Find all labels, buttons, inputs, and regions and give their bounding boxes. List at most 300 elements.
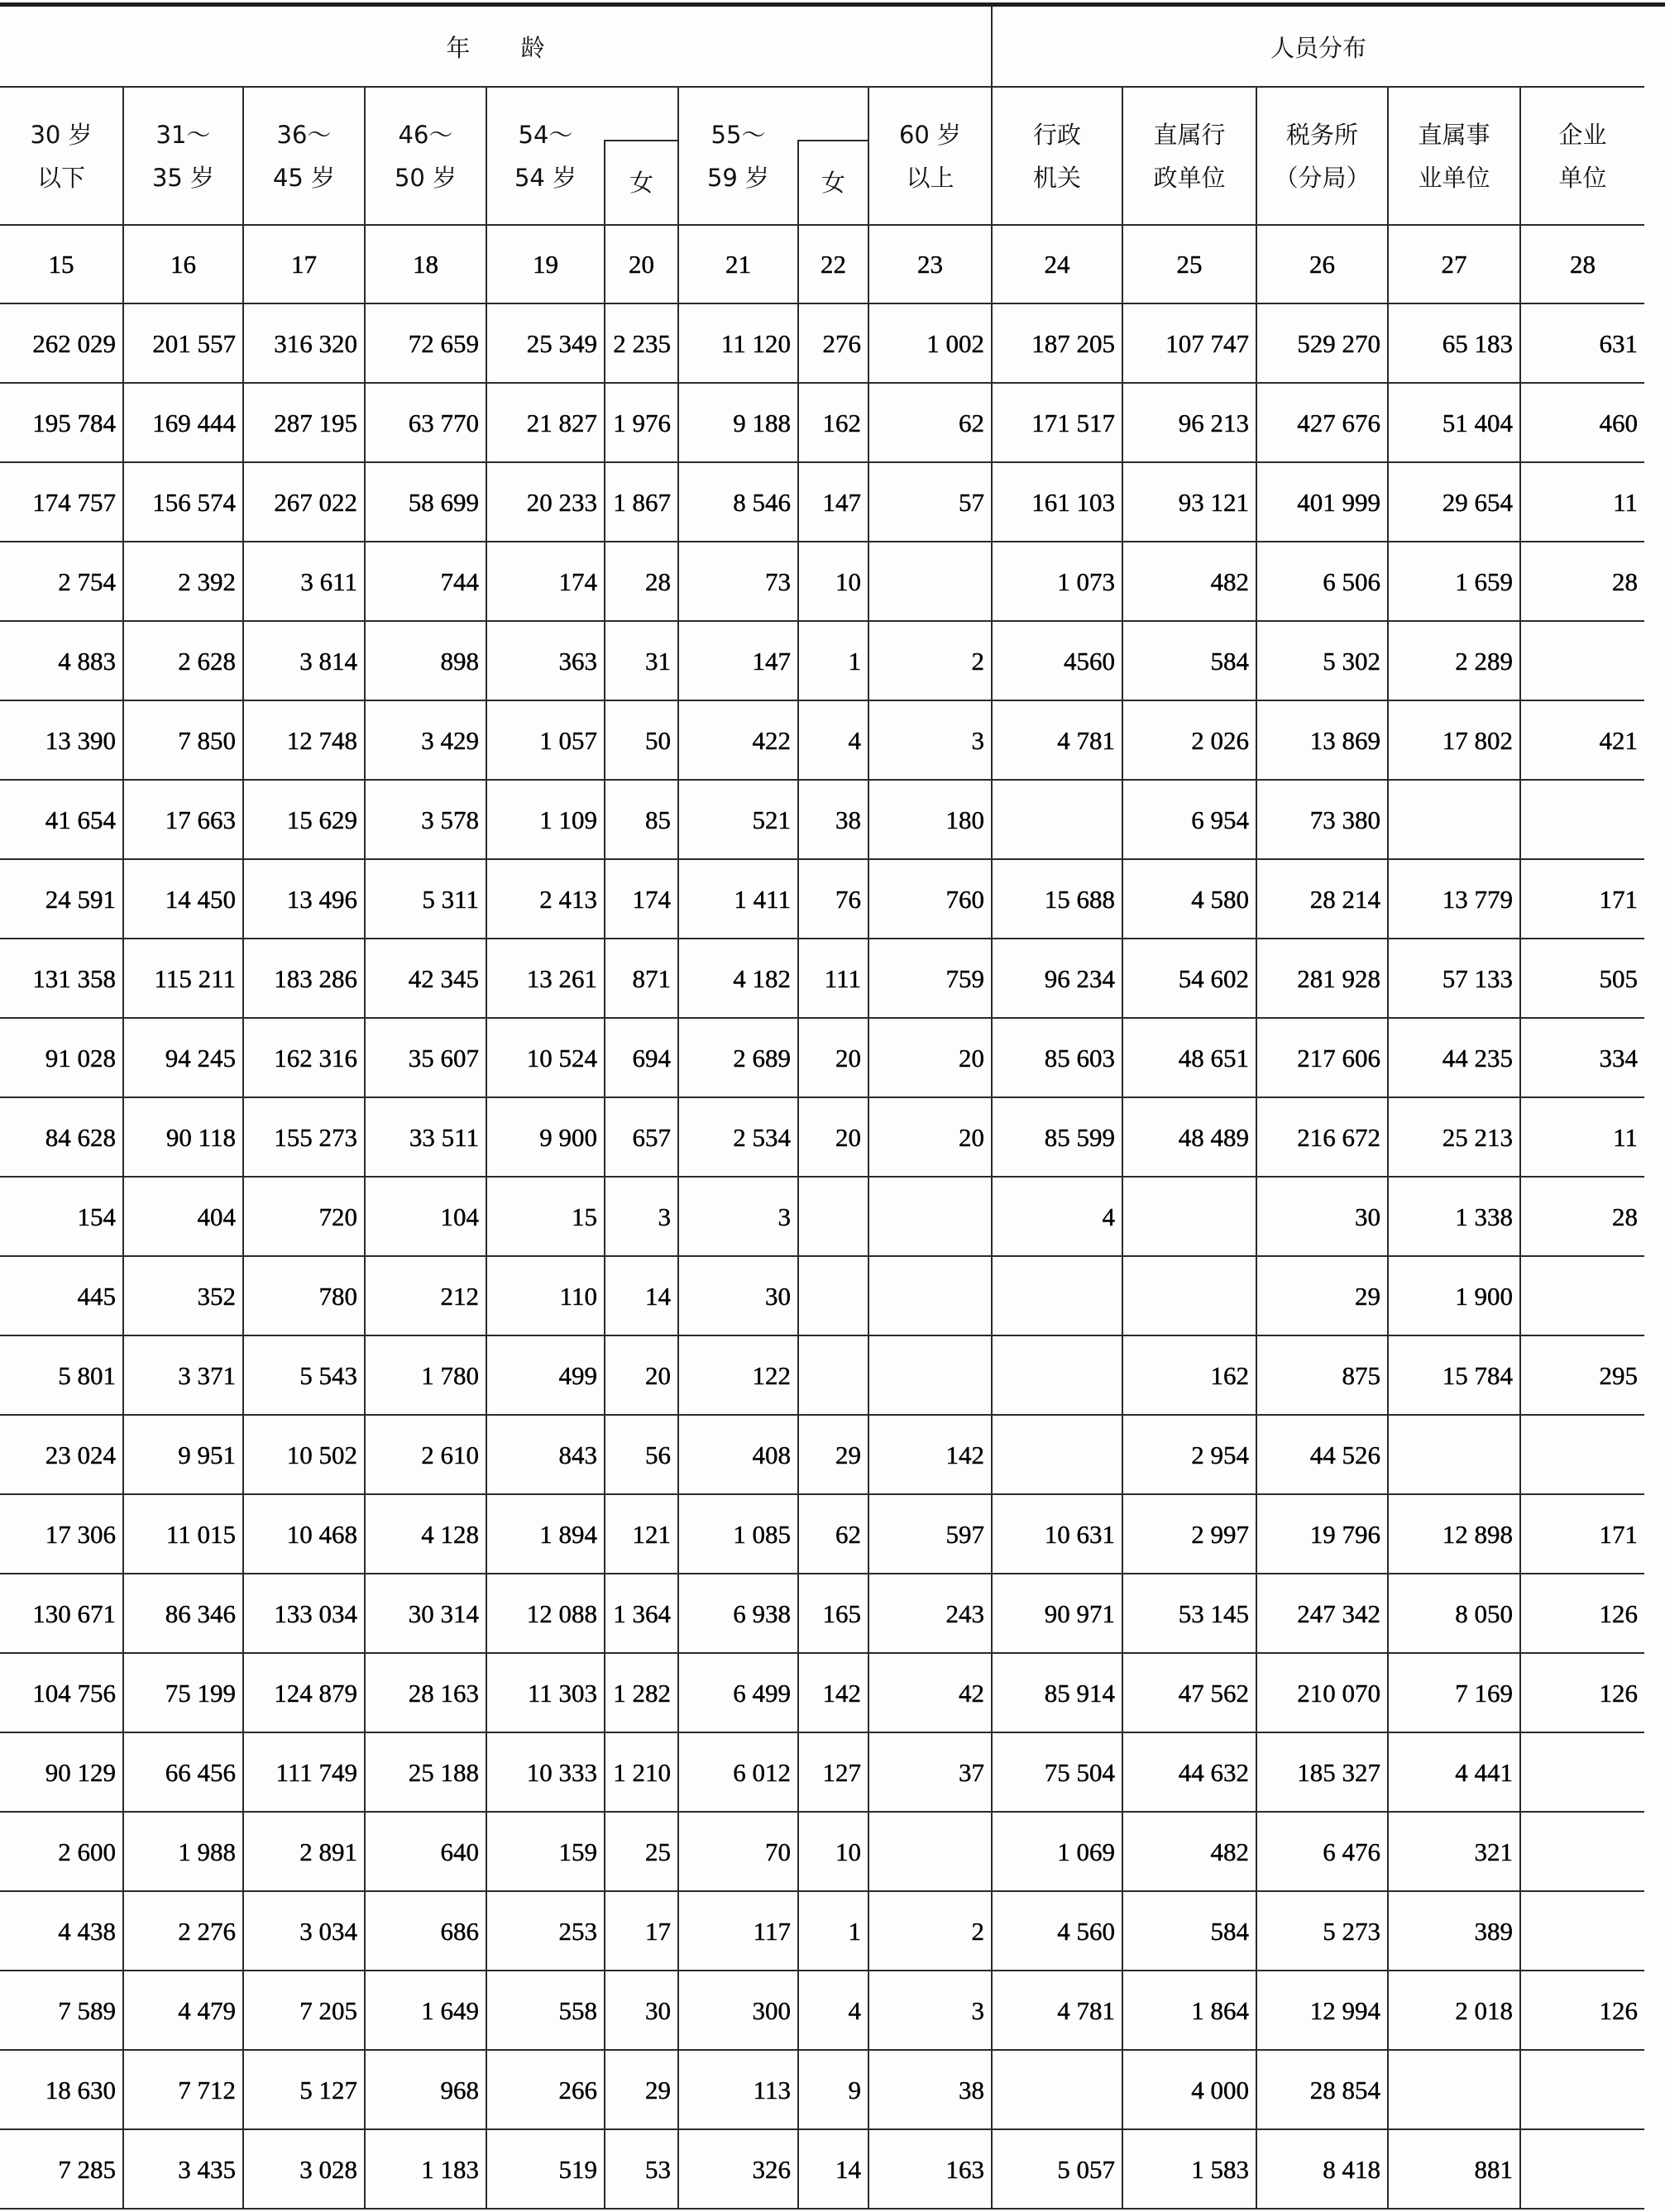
- table-cell: [1123, 1257, 1256, 1335]
- table-cell: 5 127: [244, 2051, 364, 2128]
- column-header-line: 36～: [276, 120, 332, 149]
- column-number: 27: [1389, 226, 1519, 303]
- table-cell: 760: [869, 860, 991, 938]
- column-header-line: 税务所: [1285, 120, 1358, 149]
- table-cell: 169 444: [124, 384, 242, 461]
- table-cell: 28: [605, 542, 677, 620]
- table-cell: 1: [799, 1892, 868, 1970]
- table-cell: 1 411: [679, 860, 797, 938]
- table-cell: 12 994: [1257, 1971, 1387, 2049]
- table-cell: 287 195: [244, 384, 364, 461]
- table-cell: 18 630: [0, 2051, 122, 2128]
- table-cell: 57: [869, 463, 991, 541]
- column-header-text: [821, 161, 845, 204]
- column-header-text: [395, 113, 457, 199]
- column-header: [0, 88, 122, 224]
- table-cell: 62: [799, 1495, 868, 1573]
- table-cell: 53: [605, 2130, 677, 2208]
- table-cell: 7 850: [124, 701, 242, 779]
- table-cell: 4 128: [366, 1495, 486, 1573]
- column-number: 28: [1521, 226, 1644, 303]
- table-cell: 54 602: [1123, 939, 1256, 1017]
- table-cell: [799, 1178, 868, 1255]
- table-cell: 7 205: [244, 1971, 364, 2049]
- table-cell: 8 050: [1389, 1574, 1519, 1652]
- column-header-text: [899, 113, 961, 199]
- table-cell: [1389, 2051, 1519, 2128]
- table-cell: 1 002: [869, 304, 991, 382]
- column-header-line: （分局）: [1274, 163, 1371, 192]
- table-cell: 180: [869, 781, 991, 858]
- table-cell: 15 688: [993, 860, 1122, 938]
- table-cell: 11: [1521, 463, 1644, 541]
- table-cell: 17 663: [124, 781, 242, 858]
- header-age-group: 年 龄: [0, 7, 991, 86]
- table-cell: 3 429: [366, 701, 486, 779]
- table-cell: 20 233: [487, 463, 604, 541]
- table-cell: 85 914: [993, 1654, 1122, 1732]
- table-cell: 90 118: [124, 1098, 242, 1176]
- table-cell: 133 034: [244, 1574, 364, 1652]
- column-header-line: 机关: [1032, 163, 1081, 192]
- table-cell: 14: [799, 2130, 868, 2208]
- table-cell: 1 976: [605, 384, 677, 461]
- table-cell: 875: [1257, 1336, 1387, 1414]
- table-cell: 8 418: [1257, 2130, 1387, 2208]
- table-cell: 162: [1123, 1336, 1256, 1414]
- table-cell: 53 145: [1123, 1574, 1256, 1652]
- table-cell: 247 342: [1257, 1574, 1387, 1652]
- table-cell: 17 306: [0, 1495, 122, 1573]
- table-cell: 10 333: [487, 1733, 604, 1811]
- table-cell: 159: [487, 1813, 604, 1890]
- table-cell: 20: [799, 1019, 868, 1096]
- table-cell: 5 273: [1257, 1892, 1387, 1970]
- table-cell: 210 070: [1257, 1654, 1387, 1732]
- table-cell: 147: [799, 463, 868, 541]
- table-cell: 20: [799, 1098, 868, 1176]
- table-cell: 2 276: [124, 1892, 242, 1970]
- column-number: 16: [124, 226, 242, 303]
- table-cell: [1521, 1892, 1644, 1970]
- table-cell: [1521, 1416, 1644, 1493]
- table-cell: 84 628: [0, 1098, 122, 1176]
- table-cell: 352: [124, 1257, 242, 1335]
- table-cell: 30 314: [366, 1574, 486, 1652]
- table-cell: [869, 1178, 991, 1255]
- table-cell: 363: [487, 622, 604, 700]
- table-cell: 5 543: [244, 1336, 364, 1414]
- table-cell: 334: [1521, 1019, 1644, 1096]
- table-cell: 1 085: [679, 1495, 797, 1573]
- table-cell: 11: [1521, 1098, 1644, 1176]
- table-cell: 217 606: [1257, 1019, 1387, 1096]
- table-cell: 1 900: [1389, 1257, 1519, 1335]
- table-cell: 12 898: [1389, 1495, 1519, 1573]
- column-header: [1389, 88, 1519, 224]
- table-cell: 30: [679, 1257, 797, 1335]
- table-cell: 401 999: [1257, 463, 1387, 541]
- table-cell: 9: [799, 2051, 868, 2128]
- table-cell: [799, 1257, 868, 1335]
- table-cell: 445: [0, 1257, 122, 1335]
- column-header-line: 直属事: [1418, 120, 1490, 149]
- table-cell: 4 000: [1123, 2051, 1256, 2128]
- table-cell: 154: [0, 1178, 122, 1255]
- table-cell: 898: [366, 622, 486, 700]
- table-cell: 597: [869, 1495, 991, 1573]
- table-cell: 127: [799, 1733, 868, 1811]
- table-cell: 694: [605, 1019, 677, 1096]
- table-cell: 25: [605, 1813, 677, 1890]
- table-cell: 3 814: [244, 622, 364, 700]
- table-cell: 117: [679, 1892, 797, 1970]
- table-cell: 871: [605, 939, 677, 1017]
- table-cell: 295: [1521, 1336, 1644, 1414]
- table-cell: 142: [799, 1654, 868, 1732]
- table-cell: 276: [799, 304, 868, 382]
- table-cell: 126: [1521, 1971, 1644, 2049]
- table-cell: 3 578: [366, 781, 486, 858]
- table-cell: 142: [869, 1416, 991, 1493]
- table-cell: 3: [605, 1178, 677, 1255]
- table-cell: 115 211: [124, 939, 242, 1017]
- column-number: 18: [366, 226, 486, 303]
- column-header-text: [30, 113, 92, 199]
- table-cell: 1 988: [124, 1813, 242, 1890]
- table-cell: 686: [366, 1892, 486, 1970]
- column-number: 20: [605, 226, 677, 303]
- table-cell: 161 103: [993, 463, 1122, 541]
- table-cell: 4 182: [679, 939, 797, 1017]
- table-cell: 28 163: [366, 1654, 486, 1732]
- table-cell: [1521, 1733, 1644, 1811]
- table-cell: 6 506: [1257, 542, 1387, 620]
- column-header-line: 35 岁: [151, 163, 215, 192]
- column-header-text: [1558, 113, 1606, 199]
- table-cell: 29: [799, 1416, 868, 1493]
- table-cell: 6 954: [1123, 781, 1256, 858]
- table-cell: 3: [869, 701, 991, 779]
- column-header-line: 30 岁: [30, 120, 93, 149]
- table-cell: 1: [799, 622, 868, 700]
- table-cell: 14: [605, 1257, 677, 1335]
- table-cell: 28 214: [1257, 860, 1387, 938]
- table-cell: 28: [1521, 1178, 1644, 1255]
- table-cell: 28: [1521, 542, 1644, 620]
- table-cell: 90 971: [993, 1574, 1122, 1652]
- column-header-line: 55～: [710, 120, 766, 149]
- table-cell: 2 235: [605, 304, 677, 382]
- table-cell: 316 320: [244, 304, 364, 382]
- table-cell: 163: [869, 2130, 991, 2208]
- column-header: [487, 88, 604, 224]
- table-cell: 262 029: [0, 304, 122, 382]
- column-header-text: [273, 113, 335, 199]
- table-cell: 744: [366, 542, 486, 620]
- table-cell: 185 327: [1257, 1733, 1387, 1811]
- table-cell: 35 607: [366, 1019, 486, 1096]
- table-cell: 5 311: [366, 860, 486, 938]
- column-header-line: 31～: [155, 120, 211, 149]
- column-header-female: [605, 141, 677, 224]
- column-header-text: [707, 113, 769, 199]
- table-cell: 44 632: [1123, 1733, 1256, 1811]
- table-cell: 267 022: [244, 463, 364, 541]
- column-number: 26: [1257, 226, 1387, 303]
- column-header-line: 以上: [906, 163, 955, 192]
- table-cell: 422: [679, 701, 797, 779]
- table-cell: 1 282: [605, 1654, 677, 1732]
- table-cell: 10 502: [244, 1416, 364, 1493]
- table-cell: [1521, 2130, 1644, 2208]
- table-cell: 1 073: [993, 542, 1122, 620]
- table-cell: 25 188: [366, 1733, 486, 1811]
- table-cell: 17 802: [1389, 701, 1519, 779]
- table-cell: 4 560: [993, 1892, 1122, 1970]
- table-cell: 321: [1389, 1813, 1519, 1890]
- table-cell: 499: [487, 1336, 604, 1414]
- table-cell: [993, 1257, 1122, 1335]
- table-cell: 104 756: [0, 1654, 122, 1732]
- table-cell: 421: [1521, 701, 1644, 779]
- table-cell: 13 496: [244, 860, 364, 938]
- table-cell: 42 345: [366, 939, 486, 1017]
- table-cell: 171: [1521, 860, 1644, 938]
- column-header: [1521, 88, 1644, 224]
- table-cell: 10 524: [487, 1019, 604, 1096]
- table-cell: 2 289: [1389, 622, 1519, 700]
- table-cell: 1 894: [487, 1495, 604, 1573]
- table-cell: 843: [487, 1416, 604, 1493]
- table-cell: 968: [366, 2051, 486, 2128]
- column-header-text: [629, 161, 653, 204]
- column-header-female: [799, 141, 868, 224]
- table-cell: [1521, 1813, 1644, 1890]
- table-cell: 19 796: [1257, 1495, 1387, 1573]
- table-cell: 5 801: [0, 1336, 122, 1414]
- table-cell: 584: [1123, 622, 1256, 700]
- table-cell: 7 589: [0, 1971, 122, 2049]
- table-cell: 720: [244, 1178, 364, 1255]
- table-cell: 404: [124, 1178, 242, 1255]
- table-cell: 300: [679, 1971, 797, 2049]
- table-cell: 183 286: [244, 939, 364, 1017]
- table-cell: 5 302: [1257, 622, 1387, 700]
- table-cell: 326: [679, 2130, 797, 2208]
- table-cell: 29: [605, 2051, 677, 2128]
- table-cell: 1 210: [605, 1733, 677, 1811]
- column-number: 22: [799, 226, 868, 303]
- table-cell: 73: [679, 542, 797, 620]
- table-cell: 44 235: [1389, 1019, 1519, 1096]
- table-cell: 11 120: [679, 304, 797, 382]
- table-cell: 66 456: [124, 1733, 242, 1811]
- column-header-line: 直属行: [1153, 120, 1226, 149]
- column-number: 24: [993, 226, 1122, 303]
- table-cell: 29 654: [1389, 463, 1519, 541]
- table-cell: 4 883: [0, 622, 122, 700]
- table-cell: 10 468: [244, 1495, 364, 1573]
- table-cell: 110: [487, 1257, 604, 1335]
- table-cell: 50: [605, 701, 677, 779]
- table-cell: 10 631: [993, 1495, 1122, 1573]
- table-cell: 126: [1521, 1574, 1644, 1652]
- table-cell: 3 034: [244, 1892, 364, 1970]
- table-cell: 2 610: [366, 1416, 486, 1493]
- table-cell: 4: [799, 701, 868, 779]
- table-cell: 780: [244, 1257, 364, 1335]
- table-cell: [1521, 1257, 1644, 1335]
- column-number: 19: [487, 226, 604, 303]
- table-cell: 65 183: [1389, 304, 1519, 382]
- column-header: [993, 88, 1122, 224]
- table-cell: 640: [366, 1813, 486, 1890]
- column-header-text: [1033, 113, 1081, 199]
- table-cell: [869, 1336, 991, 1414]
- table-cell: 93 121: [1123, 463, 1256, 541]
- table-cell: 482: [1123, 542, 1256, 620]
- column-header-spacer: [604, 88, 677, 140]
- table-cell: 20: [605, 1336, 677, 1414]
- table-cell: 584: [1123, 1892, 1256, 1970]
- column-header-line: 50 岁: [394, 163, 457, 192]
- table-cell: 96 213: [1123, 384, 1256, 461]
- column-header-line: 54 岁: [514, 163, 577, 192]
- column-header-text: [1418, 113, 1490, 199]
- table-cell: 91 028: [0, 1019, 122, 1096]
- column-header-line: 59 岁: [706, 163, 770, 192]
- table-cell: 2 600: [0, 1813, 122, 1890]
- table-cell: 3 371: [124, 1336, 242, 1414]
- table-cell: 17: [605, 1892, 677, 1970]
- table-cell: 13 779: [1389, 860, 1519, 938]
- table-cell: 13 261: [487, 939, 604, 1017]
- table-cell: 122: [679, 1336, 797, 1414]
- table-cell: 51 404: [1389, 384, 1519, 461]
- table-cell: [1521, 2051, 1644, 2128]
- column-number: 23: [869, 226, 991, 303]
- table-cell: 5 057: [993, 2130, 1122, 2208]
- table-cell: 25 213: [1389, 1098, 1519, 1176]
- column-header-text: [514, 113, 577, 199]
- table-cell: 10: [799, 1813, 868, 1890]
- table-cell: 2 018: [1389, 1971, 1519, 2049]
- table-cell: 6 938: [679, 1574, 797, 1652]
- table-cell: 4 441: [1389, 1733, 1519, 1811]
- table-cell: 3: [679, 1178, 797, 1255]
- table-cell: 3 028: [244, 2130, 364, 2208]
- table-cell: 4 781: [993, 1971, 1122, 2049]
- column-header-line: 54～: [518, 120, 573, 149]
- table-cell: 2 689: [679, 1019, 797, 1096]
- table-cell: 2 891: [244, 1813, 364, 1890]
- table-cell: 2 026: [1123, 701, 1256, 779]
- table-cell: 124 879: [244, 1654, 364, 1732]
- table-cell: 56: [605, 1416, 677, 1493]
- column-header: [679, 88, 797, 224]
- table-cell: 155 273: [244, 1098, 364, 1176]
- table-cell: 58 699: [366, 463, 486, 541]
- column-header-text: [152, 113, 214, 199]
- table-cell: [1521, 622, 1644, 700]
- table-cell: 162: [799, 384, 868, 461]
- table-cell: 73 380: [1257, 781, 1387, 858]
- table-cell: 1 069: [993, 1813, 1122, 1890]
- table-cell: 147: [679, 622, 797, 700]
- table-cell: 107 747: [1123, 304, 1256, 382]
- table-cell: 2: [869, 622, 991, 700]
- table-cell: 23 024: [0, 1416, 122, 1493]
- table-cell: 11 015: [124, 1495, 242, 1573]
- table-cell: 15 629: [244, 781, 364, 858]
- table-cell: 7 169: [1389, 1654, 1519, 1732]
- column-header-line: 行政: [1032, 120, 1081, 149]
- table-cell: 13 869: [1257, 701, 1387, 779]
- table-cell: 29: [1257, 1257, 1387, 1335]
- table-cell: 85: [605, 781, 677, 858]
- table-cell: 408: [679, 1416, 797, 1493]
- table-cell: 7 285: [0, 2130, 122, 2208]
- table-cell: 76: [799, 860, 868, 938]
- table-cell: 8 546: [679, 463, 797, 541]
- table-cell: 7 712: [124, 2051, 242, 2128]
- table-cell: 90 129: [0, 1733, 122, 1811]
- table-cell: 1 649: [366, 1971, 486, 2049]
- table-cell: 1 109: [487, 781, 604, 858]
- column-header: [244, 88, 364, 224]
- table-cell: 460: [1521, 384, 1644, 461]
- table-cell: 57 133: [1389, 939, 1519, 1017]
- table-cell: 3: [869, 1971, 991, 2049]
- table-cell: 62: [869, 384, 991, 461]
- table-cell: [799, 1336, 868, 1414]
- table-cell: 1 057: [487, 701, 604, 779]
- table-cell: 1 583: [1123, 2130, 1256, 2208]
- table-cell: 4560: [993, 622, 1122, 700]
- table-cell: 3 435: [124, 2130, 242, 2208]
- table-cell: 201 557: [124, 304, 242, 382]
- table-cell: 1 659: [1389, 542, 1519, 620]
- table-cell: 243: [869, 1574, 991, 1652]
- table-cell: 14 450: [124, 860, 242, 938]
- table-cell: 86 346: [124, 1574, 242, 1652]
- table-cell: [993, 2051, 1122, 2128]
- table-cell: 9 900: [487, 1098, 604, 1176]
- table-cell: 37: [869, 1733, 991, 1811]
- table-cell: 174: [605, 860, 677, 938]
- table-cell: 6 012: [679, 1733, 797, 1811]
- table-cell: 104: [366, 1178, 486, 1255]
- statistics-table: [0, 7, 1644, 2210]
- column-header-line: 业单位: [1418, 163, 1490, 192]
- table-cell: 1 364: [605, 1574, 677, 1652]
- table-cell: 28 854: [1257, 2051, 1387, 2128]
- table-cell: [869, 542, 991, 620]
- table-cell: 96 234: [993, 939, 1122, 1017]
- table-cell: 3 611: [244, 542, 364, 620]
- table-cell: 162 316: [244, 1019, 364, 1096]
- table-cell: 15 784: [1389, 1336, 1519, 1414]
- table-cell: 12 748: [244, 701, 364, 779]
- table-cell: 131 358: [0, 939, 122, 1017]
- table-cell: 1 780: [366, 1336, 486, 1414]
- column-header-line: 46～: [398, 120, 453, 149]
- table-cell: 20: [869, 1098, 991, 1176]
- table-cell: 174: [487, 542, 604, 620]
- table-cell: 70: [679, 1813, 797, 1890]
- column-number: 17: [244, 226, 364, 303]
